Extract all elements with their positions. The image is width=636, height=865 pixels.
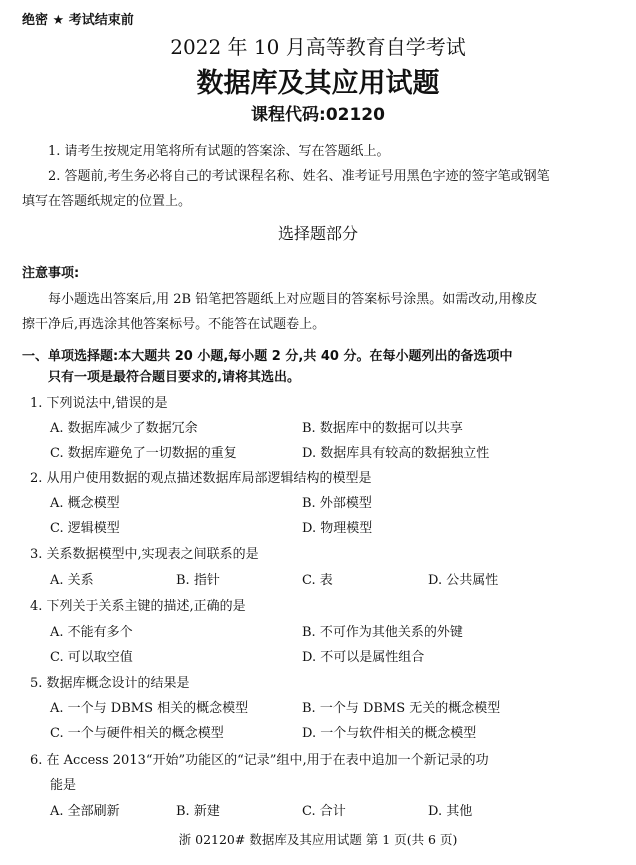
confidential-label: 绝密 ★ 考试结束前 <box>22 13 134 28</box>
question-5-stem: 5. 数据库概念设计的结果是 <box>30 676 190 691</box>
question-6-option-a: A. 全部刷新 <box>50 804 120 819</box>
instruction-2-line1: 2. 答题前,考生务必将自己的考试课程名称、姓名、准考证号用黑色字迹的签字笔或钢笔 <box>48 169 550 184</box>
question-2-option-d: D. 物理模型 <box>302 521 373 536</box>
part1-heading-line2: 只有一项是最符合题目要求的,请将其选出。 <box>48 370 300 385</box>
question-4-option-a: A. 不能有多个 <box>50 625 133 640</box>
question-2-option-a: A. 概念模型 <box>50 496 120 511</box>
question-6-option-b: B. 新建 <box>176 804 220 819</box>
question-3-option-a: A. 关系 <box>50 573 94 588</box>
question-4-option-d: D. 不可以是属性组合 <box>302 650 425 665</box>
question-3-option-c: C. 表 <box>302 573 333 588</box>
question-1-option-d: D. 数据库具有较高的数据独立性 <box>302 446 490 461</box>
question-3-option-b: B. 指针 <box>176 573 220 588</box>
question-5-option-d: D. 一个与软件相关的概念模型 <box>302 726 477 741</box>
question-2-option-b: B. 外部模型 <box>302 496 372 511</box>
question-1-option-c: C. 数据库避免了一切数据的重复 <box>50 446 237 461</box>
question-6-stem: 6. 在 Access 2013“开始”功能区的“记录”组中,用于在表中追加一个新记录的功 <box>30 753 489 768</box>
course-code: 课程代码:02120 <box>251 105 385 125</box>
subject-title: 数据库及其应用试题 <box>196 68 440 99</box>
question-1-option-b: B. 数据库中的数据可以共享 <box>302 421 463 436</box>
notes-line-1: 每小题选出答案后,用 2B 铅笔把答题纸上对应题目的答案标号涂黑。如需改动,用橡皮 <box>48 292 538 307</box>
question-4-stem: 4. 下列关于关系主键的描述,正确的是 <box>30 599 246 614</box>
question-2-stem: 2. 从用户使用数据的观点描述数据库局部逻辑结构的模型是 <box>30 471 372 486</box>
question-6-option-d: D. 其他 <box>428 804 473 819</box>
question-1-option-a: A. 数据库减少了数据冗余 <box>50 421 198 436</box>
question-5-option-c: C. 一个与硬件相关的概念模型 <box>50 726 224 741</box>
question-3-stem: 3. 关系数据模型中,实现表之间联系的是 <box>30 547 259 562</box>
question-4-option-c: C. 可以取空值 <box>50 650 133 665</box>
question-5-option-a: A. 一个与 DBMS 相关的概念模型 <box>50 701 249 716</box>
notes-label: 注意事项: <box>22 266 80 281</box>
question-6-option-c: C. 合计 <box>302 804 346 819</box>
question-4-option-b: B. 不可作为其他关系的外键 <box>302 625 463 640</box>
instruction-2-line2: 填写在答题纸规定的位置上。 <box>22 194 192 209</box>
question-1-stem: 1. 下列说法中,错误的是 <box>30 396 168 411</box>
instruction-1: 1. 请考生按规定用笔将所有试题的答案涂、写在答题纸上。 <box>48 144 390 159</box>
question-5-option-b: B. 一个与 DBMS 无关的概念模型 <box>302 701 501 716</box>
part1-heading-line1: 一、单项选择题:本大题共 20 小题,每小题 2 分,共 40 分。在每小题列出的备选项中 <box>22 349 513 364</box>
page-footer: 浙 02120# 数据库及其应用试题 第 1 页(共 6 页) <box>178 832 458 847</box>
question-2-option-c: C. 逻辑模型 <box>50 521 120 536</box>
question-6-stem-continued: 能是 <box>50 778 77 793</box>
exam-title: 2022 年 10 月高等教育自学考试 <box>170 35 466 59</box>
section-title: 选择题部分 <box>277 224 358 243</box>
question-3-option-d: D. 公共属性 <box>428 573 499 588</box>
notes-line-2: 擦干净后,再选涂其他答案标号。不能答在试题卷上。 <box>22 317 326 332</box>
